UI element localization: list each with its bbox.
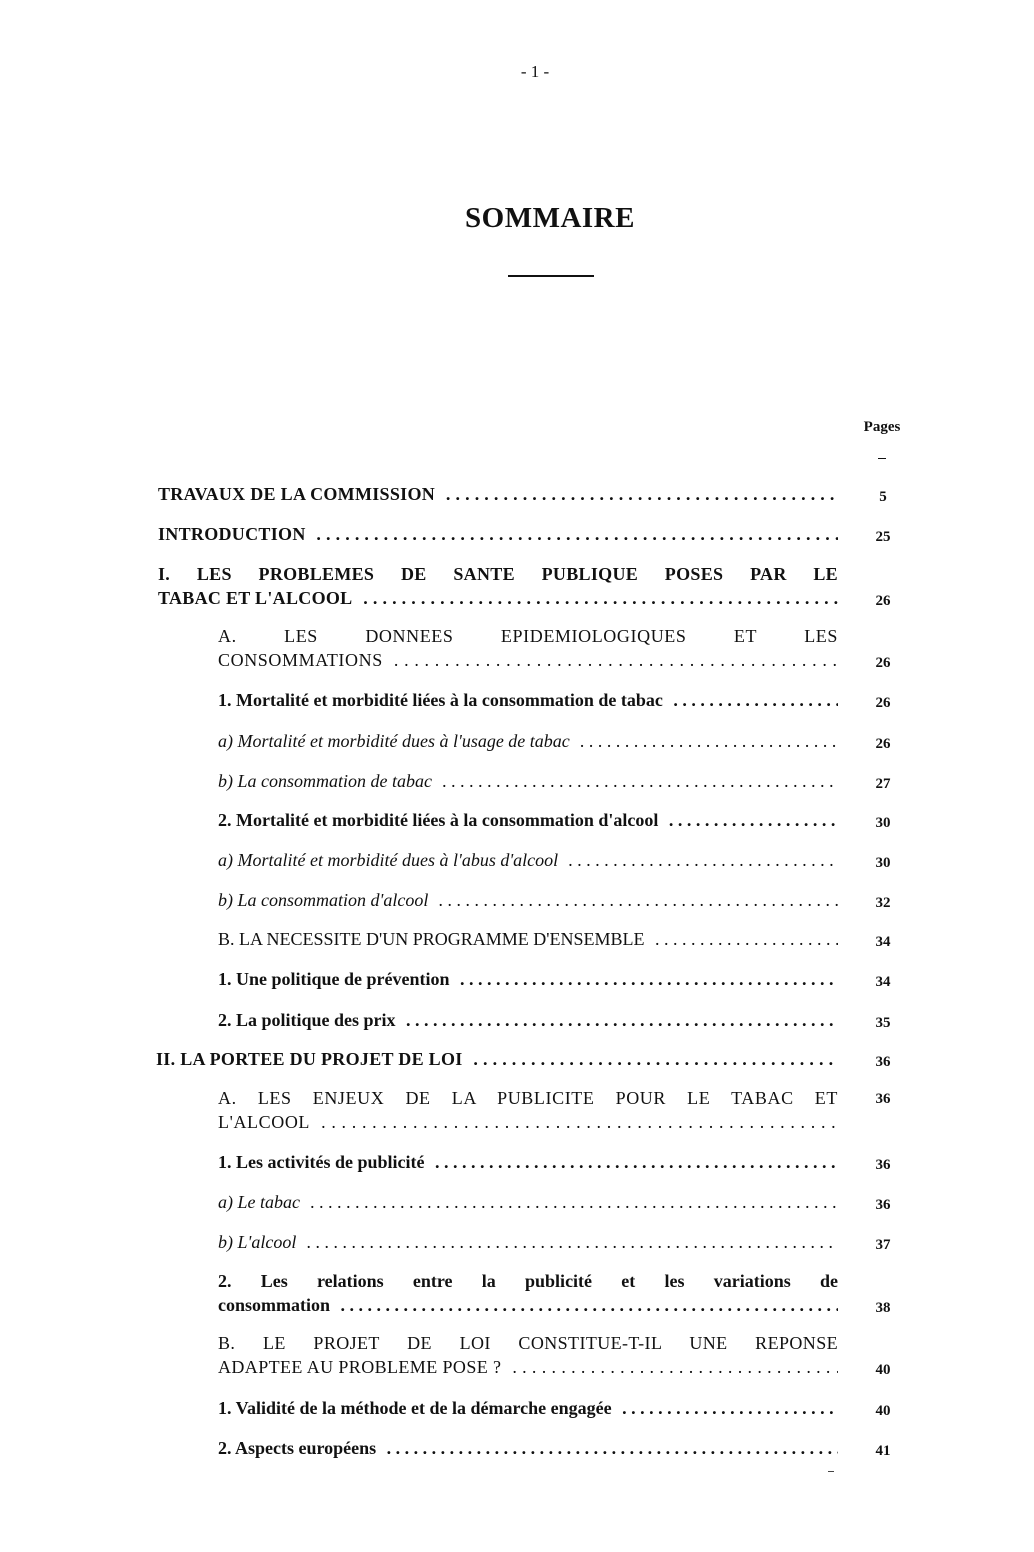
leader-dots xyxy=(469,1049,836,1069)
toc-entry-label: a) Mortalité et morbidité dues à l'abus d'alcool xyxy=(218,850,564,870)
toc-entry-label: b) La consommation de tabac xyxy=(218,771,438,791)
toc-entry-label: INTRODUCTION xyxy=(158,524,312,544)
leader-dots xyxy=(507,1357,838,1377)
leader-dots xyxy=(441,484,838,504)
toc-entry-label: A. LES ENJEUX DE LA PUBLICITE POUR LE TABAC ET xyxy=(218,1088,838,1108)
leader-dots xyxy=(651,929,838,949)
toc-entry-label: B. LA NECESSITE D'UN PROGRAMME D'ENSEMBLE xyxy=(218,929,651,949)
leader-dots xyxy=(564,850,838,870)
leader-dots xyxy=(664,810,838,830)
leader-dots xyxy=(382,1438,838,1458)
leader-dots xyxy=(302,1232,838,1252)
toc-entry-label-cont: L'ALCOOL xyxy=(218,1112,316,1132)
toc-entry-label: II. LA PORTEE DU PROJET DE LOI xyxy=(156,1049,469,1069)
toc-entry-label: 1. Mortalité et morbidité liées à la consommation de tabac xyxy=(218,690,669,710)
toc-entry-page: 37 xyxy=(875,1237,891,1253)
pages-header-dash xyxy=(878,458,886,459)
toc-entry-page: 25 xyxy=(875,529,891,545)
toc-entry-label: b) L'alcool xyxy=(218,1232,302,1252)
toc-entry-label: b) La consommation d'alcool xyxy=(218,890,434,910)
toc-entry-page: 36 xyxy=(875,1091,891,1107)
toc-entry-page: 40 xyxy=(875,1362,891,1378)
leader-dots xyxy=(438,771,838,791)
leader-dots xyxy=(669,690,838,710)
toc-entry-page: 26 xyxy=(875,655,891,671)
toc-entry-page: 38 xyxy=(875,1300,891,1316)
toc-entry-label-cont: ADAPTEE AU PROBLEME POSE ? xyxy=(218,1357,507,1377)
toc-entry-page: 27 xyxy=(875,776,891,792)
page-title: SOMMAIRE xyxy=(465,202,635,234)
leader-dots xyxy=(389,650,838,670)
leader-dots xyxy=(434,890,838,910)
leader-dots xyxy=(430,1152,838,1172)
toc-entry-label: A. LES DONNEES EPIDEMIOLOGIQUES ET LES xyxy=(218,626,838,646)
leader-dots xyxy=(316,1112,838,1132)
toc-entry-page: 5 xyxy=(879,489,887,505)
toc-entry-label-cont: consommation xyxy=(218,1295,336,1315)
leader-dots xyxy=(312,524,838,544)
toc-entry-page: 34 xyxy=(875,934,891,950)
toc-entry-label: 2. Les relations entre la publicité et les variations de xyxy=(218,1271,838,1291)
scan-mark xyxy=(828,1471,834,1472)
toc-entry-page: 35 xyxy=(875,1015,891,1031)
toc-entry-page: 26 xyxy=(875,593,891,609)
toc-entry-page: 34 xyxy=(875,974,891,990)
toc-entry-page: 36 xyxy=(875,1157,891,1173)
toc-entry-label: 1. Une politique de prévention xyxy=(218,969,456,989)
toc-entry-label: 1. Validité de la méthode et de la démarche engagée xyxy=(218,1398,618,1418)
toc-entry-page: 32 xyxy=(875,895,891,911)
leader-dots xyxy=(358,588,838,608)
toc-entry-label: TRAVAUX DE LA COMMISSION xyxy=(158,484,441,504)
leader-dots xyxy=(618,1398,838,1418)
leader-dots xyxy=(306,1192,838,1212)
toc-entry-label: a) Le tabac xyxy=(218,1192,306,1212)
toc-entry-label: 2. La politique des prix xyxy=(218,1010,402,1030)
leader-dots xyxy=(336,1295,838,1315)
toc-entry-label: 2. Mortalité et morbidité liées à la consommation d'alcool xyxy=(218,810,664,830)
leader-dots xyxy=(456,969,838,989)
leader-dots xyxy=(402,1010,838,1030)
toc-entry-page: 36 xyxy=(875,1197,891,1213)
toc-entry-label: a) Mortalité et morbidité dues à l'usage de tabac xyxy=(218,731,576,751)
toc-entry-page: 30 xyxy=(875,855,891,871)
title-underline xyxy=(508,275,594,277)
toc-entry-label: B. LE PROJET DE LOI CONSTITUE-T-IL UNE REPONSE xyxy=(218,1333,838,1353)
toc-entry-label: I. LES PROBLEMES DE SANTE PUBLIQUE POSES PAR LE xyxy=(158,564,838,584)
toc-entry-page: 36 xyxy=(875,1054,891,1070)
toc-entry-page: 40 xyxy=(875,1403,891,1419)
toc-entry-page: 41 xyxy=(875,1443,891,1459)
toc-entry-page: 26 xyxy=(875,695,891,711)
toc-entry-label: 1. Les activités de publicité xyxy=(218,1152,430,1172)
toc-entry-page: 30 xyxy=(875,815,891,831)
pages-column-header: Pages xyxy=(863,419,901,435)
toc-entry-page: 26 xyxy=(875,736,891,752)
toc-entry-label: 2. Aspects européens xyxy=(218,1438,382,1458)
toc-entry-label-cont: CONSOMMATIONS xyxy=(218,650,389,670)
page-number: - 1 - xyxy=(520,62,550,81)
leader-dots xyxy=(576,731,838,751)
toc-entry-label-cont: TABAC ET L'ALCOOL xyxy=(158,588,358,608)
